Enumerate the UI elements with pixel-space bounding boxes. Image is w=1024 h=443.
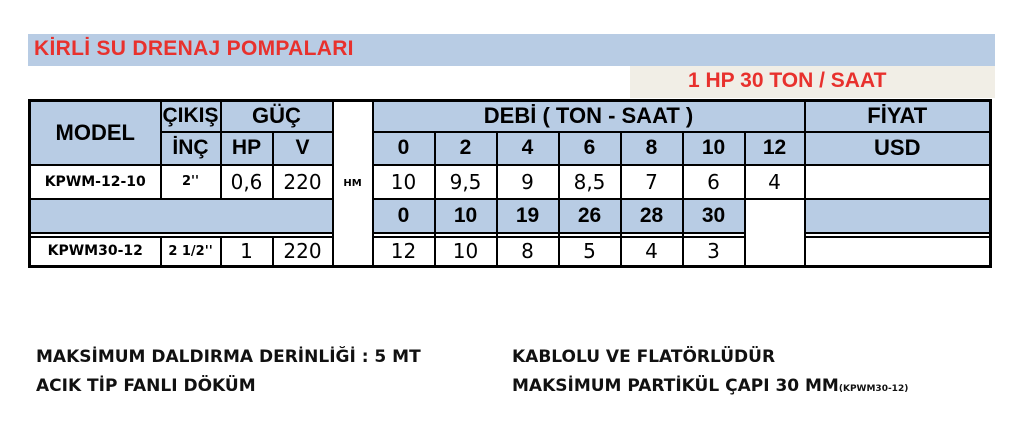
- price-cell: [805, 165, 991, 199]
- header-row-3: [30, 199, 991, 233]
- flow-value: 0: [373, 199, 435, 233]
- head-value: 4: [621, 237, 683, 267]
- table-row: [30, 165, 991, 199]
- v-header: V: [273, 132, 333, 165]
- flow-value: 6: [559, 132, 621, 165]
- flow-value: 30: [683, 199, 745, 233]
- flow-value: 12: [745, 132, 805, 165]
- head-value: 8: [497, 237, 559, 267]
- head-value: 9,5: [435, 165, 497, 199]
- head-value: 10: [435, 237, 497, 267]
- hm-label: HM: [333, 101, 373, 267]
- subtitle-bar: [630, 66, 995, 98]
- flow-value: 8: [621, 132, 683, 165]
- header-row-1: [30, 101, 991, 132]
- cikis-header: ÇIKIŞ: [161, 101, 221, 132]
- head-value: 12: [373, 237, 435, 267]
- page-subtitle: 1 HP 30 TON / SAAT: [688, 69, 887, 92]
- blank-price-header: [805, 199, 991, 233]
- model-name: KPWM-12-10: [30, 165, 161, 199]
- fiyat-header: FİYAT: [805, 101, 991, 132]
- pump-spec-table: [28, 99, 992, 268]
- model-header: MODEL: [30, 101, 161, 165]
- flow-value: 28: [621, 199, 683, 233]
- debi-header: DEBİ ( TON - SAAT ): [373, 101, 805, 132]
- flow-value: 2: [435, 132, 497, 165]
- outlet-size: 2 1/2'': [161, 237, 221, 267]
- flow-value: 0: [373, 132, 435, 165]
- note-cable: KABLOLU VE FLATÖRLÜDÜR: [512, 347, 776, 367]
- model-name: KPWM30-12: [30, 237, 161, 267]
- table-row: [30, 237, 991, 267]
- power-hp: 1: [221, 237, 273, 267]
- empty-cell: [745, 199, 805, 267]
- head-value: 10: [373, 165, 435, 199]
- title-bar: [28, 34, 995, 66]
- note-depth: MAKSİMUM DALDIRMA DERİNLİĞİ : 5 MT: [36, 347, 421, 367]
- voltage: 220: [273, 237, 333, 267]
- price-cell: [805, 237, 991, 267]
- flow-value: 10: [435, 199, 497, 233]
- note-particle-model: (KPWM30-12): [838, 384, 909, 394]
- head-value: 3: [683, 237, 745, 267]
- page-title: KİRLİ SU DRENAJ POMPALARI: [34, 37, 354, 60]
- header-row-2: [30, 132, 991, 165]
- head-value: 6: [683, 165, 745, 199]
- flow-value: 10: [683, 132, 745, 165]
- flow-value: 4: [497, 132, 559, 165]
- outlet-size: 2'': [161, 165, 221, 199]
- head-value: 4: [745, 165, 805, 199]
- flow-value: 19: [497, 199, 559, 233]
- flow-value: 26: [559, 199, 621, 233]
- head-value: 5: [559, 237, 621, 267]
- hp-header: HP: [221, 132, 273, 165]
- fiyat-unit: USD: [805, 132, 991, 165]
- head-value: 9: [497, 165, 559, 199]
- head-value: 8,5: [559, 165, 621, 199]
- note-particle: [512, 376, 908, 396]
- head-value: 7: [621, 165, 683, 199]
- guc-header: GÜÇ: [221, 101, 333, 132]
- cikis-unit: İNÇ: [161, 132, 221, 165]
- power-hp: 0,6: [221, 165, 273, 199]
- blank-header-band: [30, 199, 333, 233]
- note-type: ACIK TİP FANLI DÖKÜM: [36, 376, 256, 396]
- voltage: 220: [273, 165, 333, 199]
- note-particle-text: MAKSİMUM PARTİKÜL ÇAPI 30 MM: [512, 376, 839, 396]
